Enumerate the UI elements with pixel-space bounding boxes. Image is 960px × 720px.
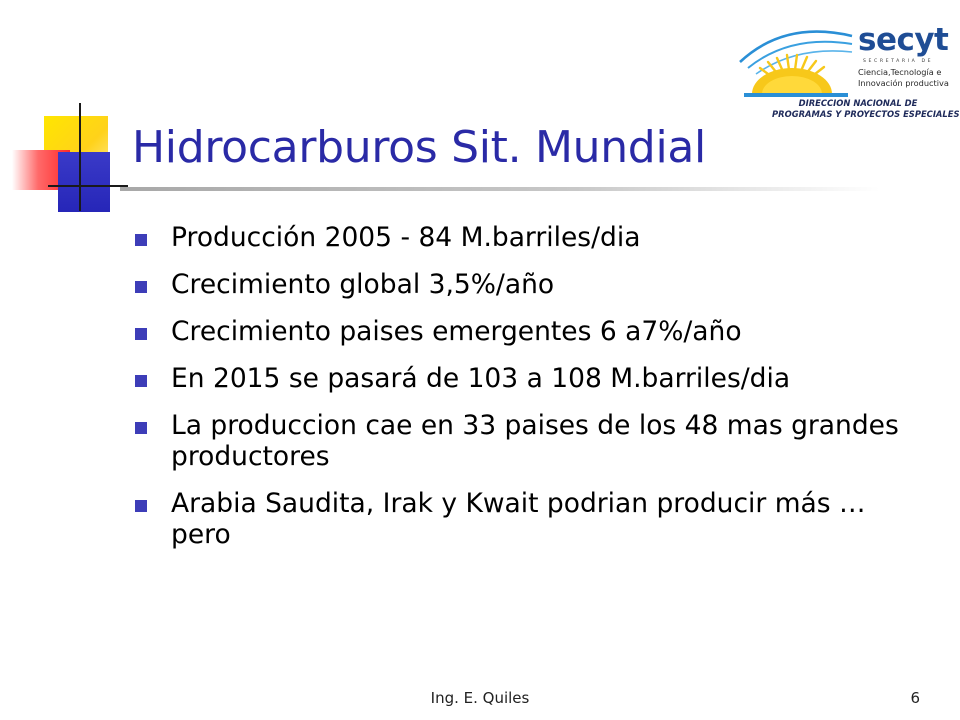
bullet-list	[135, 222, 925, 566]
page-number: 6	[910, 689, 920, 707]
footer-author: Ing. E. Quiles	[430, 689, 530, 707]
logo-spaced-text: SECRETARIA DE	[863, 59, 934, 64]
bullet-item	[135, 269, 925, 300]
square-bullet-icon	[135, 281, 147, 293]
bullet-item	[135, 410, 925, 472]
decorative-horizontal-line	[48, 185, 128, 187]
bullet-text: Producción 2005 - 84 M.barriles/dia	[171, 222, 641, 253]
secyt-logo	[730, 22, 960, 122]
bullet-item	[135, 488, 925, 550]
logo-subtitle-1: DIRECCION NACIONAL DE	[798, 98, 918, 108]
bullet-item	[135, 222, 925, 253]
bullet-text: En 2015 se pasará de 103 a 108 M.barriles/dia	[171, 363, 791, 394]
logo-subtitle-2: PROGRAMAS Y PROYECTOS ESPECIALES	[772, 109, 960, 119]
slide-title: Hidrocarburos Sit. Mundial	[132, 122, 706, 173]
logo-line-2: Innovación productiva	[858, 78, 949, 88]
bullet-text: La produccion cae en 33 paises de los 48 mas grandes productores	[171, 410, 899, 472]
sun-emblem-icon	[730, 22, 860, 102]
logo-brand-text: secyt	[858, 22, 949, 58]
square-bullet-icon	[135, 234, 147, 246]
bullet-text: Crecimiento paises emergentes 6 a7%/año	[171, 316, 742, 347]
square-bullet-icon	[135, 375, 147, 387]
bullet-item	[135, 363, 925, 394]
decorative-blue-square	[58, 152, 110, 212]
title-underline	[120, 187, 880, 191]
logo-line-1: Ciencia,Tecnología e	[858, 67, 942, 77]
square-bullet-icon	[135, 500, 147, 512]
bullet-text: Arabia Saudita, Irak y Kwait podrian producir más … pero	[171, 488, 866, 550]
bullet-text: Crecimiento global 3,5%/año	[171, 269, 555, 300]
bullet-item	[135, 316, 925, 347]
square-bullet-icon	[135, 422, 147, 434]
square-bullet-icon	[135, 328, 147, 340]
decorative-vertical-line	[79, 103, 81, 211]
